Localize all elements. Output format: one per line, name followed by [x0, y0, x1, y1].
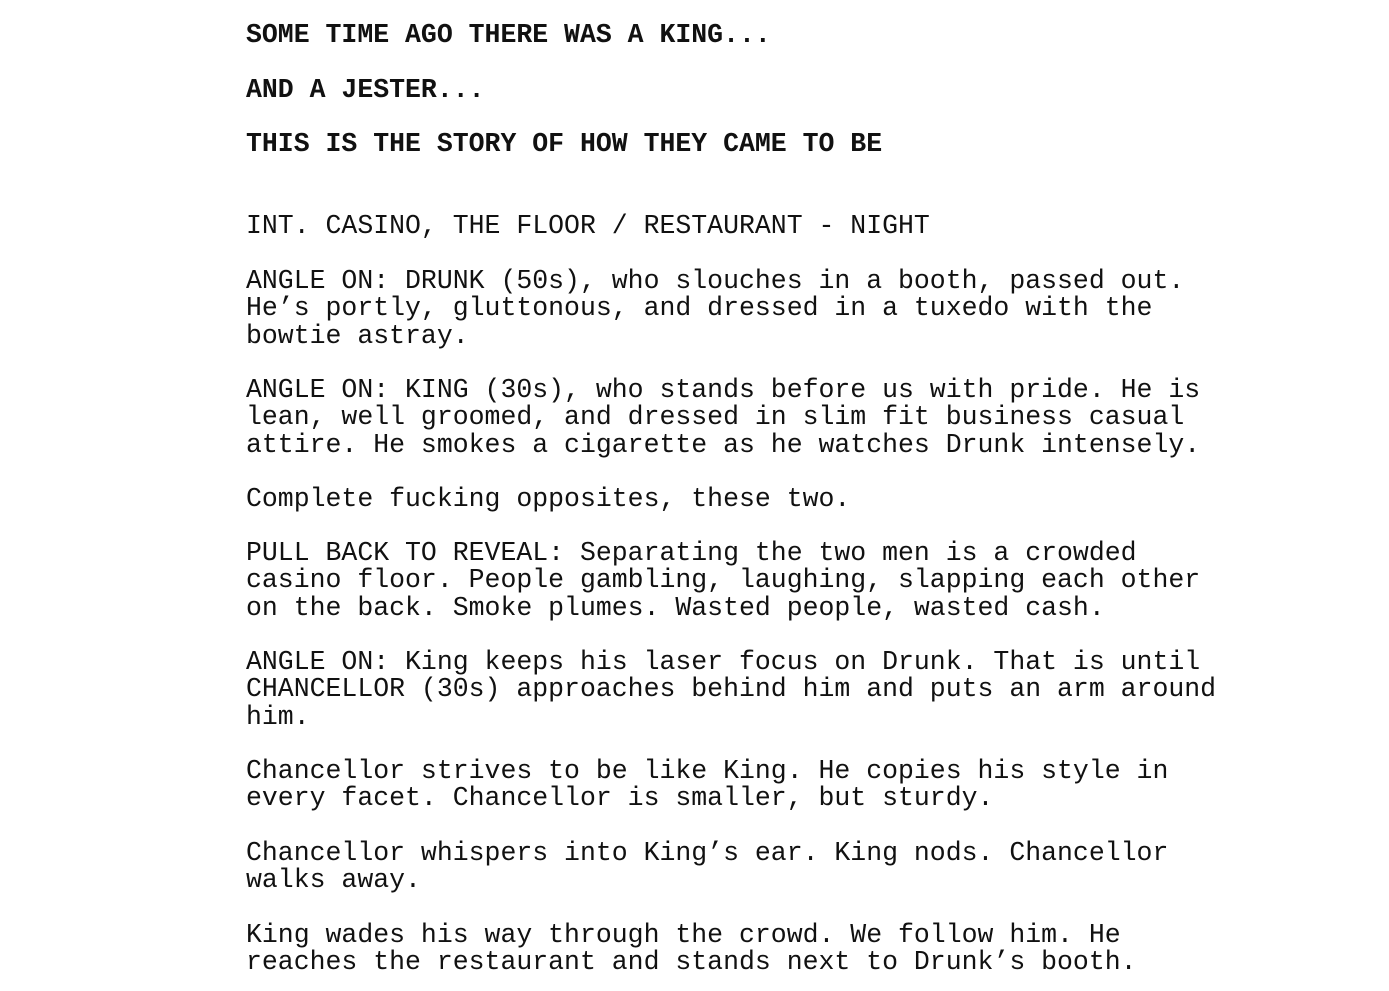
action-line: ANGLE ON: KING (30s), who stands before us with pride. He is — [246, 375, 1201, 405]
action-line: lean, well groomed, and dressed in slim fit business casual — [246, 402, 1185, 433]
scene-heading: INT. CASINO, THE FLOOR / RESTAURANT - NIGHT — [246, 211, 930, 241]
action-line: He’s portly, gluttonous, and dressed in a tuxedo with the — [246, 293, 1153, 324]
action-paragraph-chancellor-enters — [246, 649, 1216, 731]
action-line: casino floor. People gambling, laughing, slapping each other — [246, 565, 1201, 596]
action-paragraph-crowd — [246, 922, 1137, 977]
action-line: bowtie astray. — [246, 320, 469, 351]
action-line: Complete fucking opposites, these two. — [246, 484, 851, 514]
action-line: ANGLE ON: DRUNK (50s), who slouches in a booth, passed out. — [246, 266, 1185, 296]
action-line: PULL BACK TO REVEAL: Separating the two men is a crowded — [246, 538, 1137, 568]
action-paragraph-pull-back — [246, 540, 1200, 622]
action-line: him. — [246, 701, 310, 732]
action-line: Chancellor whispers into King’s ear. King nods. Chancellor — [246, 838, 1169, 868]
action-line: walks away. — [246, 865, 421, 896]
action-paragraph-chancellor-style — [246, 758, 1168, 813]
action-paragraph-whisper — [246, 840, 1168, 895]
action-line: attire. He smokes a cigarette as he watches Drunk intensely. — [246, 429, 1201, 460]
intro-line-king: SOME TIME AGO THERE WAS A KING... — [246, 20, 771, 50]
action-line: on the back. Smoke plumes. Wasted people, wasted cash. — [246, 592, 1105, 623]
action-line: King wades his way through the crowd. We follow him. He — [246, 920, 1121, 950]
action-line: Chancellor strives to be like King. He copies his style in — [246, 756, 1169, 786]
action-paragraph-opposites — [246, 486, 850, 513]
action-paragraph-king — [246, 377, 1200, 459]
action-line: ANGLE ON: King keeps his laser focus on Drunk. That is until — [246, 647, 1201, 677]
action-line: reaches the restaurant and stands next to Drunk’s booth. — [246, 947, 1137, 978]
action-line: CHANCELLOR (30s) approaches behind him and puts an arm around — [246, 674, 1217, 705]
intro-line-story: THIS IS THE STORY OF HOW THEY CAME TO BE — [246, 129, 883, 159]
intro-line-jester: AND A JESTER... — [246, 75, 485, 105]
action-line: every facet. Chancellor is smaller, but sturdy. — [246, 783, 994, 814]
action-paragraph-drunk — [246, 268, 1184, 350]
